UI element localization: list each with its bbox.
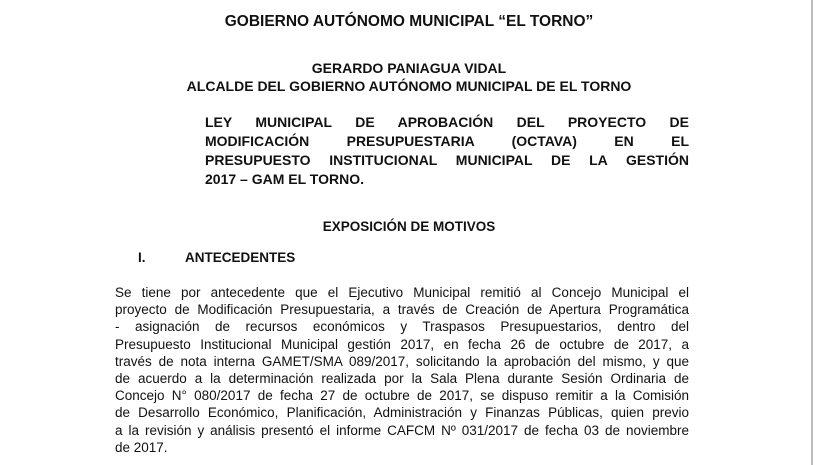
section-title: ANTECEDENTES [185, 250, 296, 265]
section-number: I. [138, 250, 146, 265]
paragraph-line: - asignación de recursos económicos y Traspasos Presupuestarios, dentro del [115, 319, 689, 335]
paragraph-line: de 2017. [115, 439, 168, 455]
paragraph-line: proyecto de Modificación Presupuestaria, a través de Creación de Apertura Programática [115, 302, 689, 318]
law-title-line: MODIFICACIÓN PRESUPUESTARIA (OCTAVA) EN EL [205, 133, 689, 149]
paragraph-line: Se tiene por antecedente que el Ejecutivo Municipal remitió al Concejo Municipal el [115, 285, 689, 300]
paragraph-line: a la revisión y análisis presentó el informe CAFCM Nº 031/2017 de fecha 03 de noviembre [115, 422, 689, 438]
paragraph-line: través de nota interna GAMET/SMA 089/2017, solicitando la aprobación del mismo, y que [115, 353, 689, 369]
document-title: GOBIERNO AUTÓNOMO MUNICIPAL “EL TORNO” [224, 13, 594, 30]
paragraph-line: de Desarrollo Económico, Planificación, Administración y Finanzas Públicas, quien previo [115, 405, 689, 421]
law-title-line: 2017 – GAM EL TORNO. [205, 171, 364, 187]
paragraph-line: Presupuesto Institucional Municipal gestión 2017, en fecha 26 de octubre de 2017, a [115, 336, 689, 352]
paragraph-line: Concejo N° 080/2017 de fecha 27 de octubre de 2017, se dispuso remitir a la Comisión [115, 388, 689, 404]
paragraph-line: de acuerdo a la determinación realizada por la Sala Plena durante Sesión Ordinaria de [115, 370, 689, 386]
motives-heading: EXPOSICIÓN DE MOTIVOS [322, 219, 496, 234]
law-title-line: LEY MUNICIPAL DE APROBACIÓN DEL PROYECTO DE [205, 114, 689, 130]
law-title [205, 113, 689, 189]
law-title-line: PRESUPUESTO INSTITUCIONAL MUNICIPAL DE LA GESTIÓN [205, 152, 689, 168]
author-name: GERARDO PANIAGUA VIDAL [311, 60, 507, 76]
antecedents-paragraph [115, 284, 689, 456]
author-role: ALCALDE DEL GOBIERNO AUTÓNOMO MUNICIPAL DE EL TORNO [186, 78, 632, 94]
